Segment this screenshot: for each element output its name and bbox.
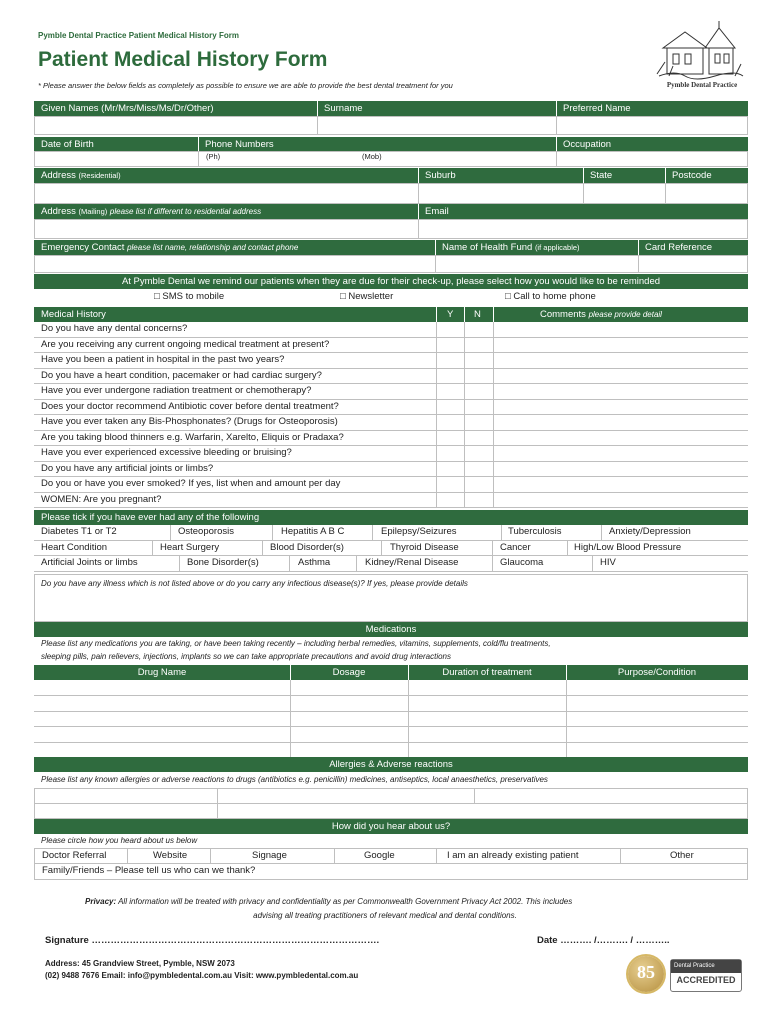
medical-history-heading: Medical History	[41, 309, 106, 320]
form-header-label: Pymble Dental Practice Patient Medical History Form	[38, 31, 239, 40]
mailing-address-label: Address (Mailing) please list if different to residential address	[41, 206, 262, 217]
medications-instructions-1: Please list any medications you are taking, or have been taking recently – including herbal remedies, vitamins, supplements, cold/flu treatments,	[41, 639, 551, 648]
reminder-option-call[interactable]: □ Call to home phone	[505, 291, 596, 302]
medical-question-row	[34, 353, 748, 369]
emergency-contact-label: Emergency Contact please list name, relationship and contact phone	[41, 242, 299, 253]
medications-heading: Medications	[365, 624, 417, 635]
comments-input[interactable]	[493, 462, 748, 477]
personal-header-bar-1	[34, 101, 748, 116]
medication-row[interactable]	[34, 727, 748, 743]
dosage-column: Dosage	[332, 667, 366, 678]
no-checkbox[interactable]	[464, 477, 493, 492]
given-names-input[interactable]	[34, 116, 318, 135]
yes-checkbox[interactable]	[436, 400, 464, 415]
date-field[interactable]: Date ………. /………. / ………..	[537, 935, 670, 946]
duration-column: Duration of treatment	[442, 667, 532, 678]
medical-question-row	[34, 369, 748, 385]
conditions-row	[34, 541, 748, 557]
no-checkbox[interactable]	[464, 446, 493, 461]
condition-option[interactable]: Thyroid Disease	[390, 541, 459, 553]
health-fund-label: Name of Health Fund (if applicable)	[442, 242, 580, 253]
medical-question-row	[34, 338, 748, 354]
medical-question-text: Do you or have you ever smoked? If yes, list when and amount per day	[41, 478, 341, 489]
form-instructions: * Please answer the below fields as completely as possible to ensure we are able to provide the best dental treatment for you	[38, 81, 453, 90]
condition-option[interactable]: HIV	[600, 557, 616, 568]
condition-option[interactable]: Kidney/Renal Disease	[365, 557, 459, 568]
drug-name-column: Drug Name	[137, 667, 187, 678]
condition-option[interactable]: Artificial Joints or limbs	[41, 557, 138, 568]
surname-input[interactable]	[317, 116, 557, 135]
yes-checkbox[interactable]	[436, 477, 464, 492]
reminder-heading: At Pymble Dental we remind our patients when they are due for their check-up, please select how you would like to be reminded	[121, 276, 661, 287]
condition-option[interactable]: Glaucoma	[500, 557, 544, 568]
health-fund-input[interactable]	[435, 255, 639, 273]
medications-columns-bar	[34, 665, 748, 680]
condition-option[interactable]: Cancer	[500, 541, 531, 553]
card-reference-input[interactable]	[638, 255, 748, 273]
comments-input[interactable]	[493, 353, 748, 368]
comments-input[interactable]	[493, 400, 748, 415]
allergies-input-5[interactable]	[217, 803, 748, 819]
comments-input[interactable]	[493, 322, 748, 337]
footer-contact: (02) 9488 7676 Email: info@pymbledental.com.au Visit: www.pymbledental.com.au	[45, 971, 359, 980]
medication-row[interactable]	[34, 742, 748, 758]
hear-option-google[interactable]: Google	[364, 850, 395, 861]
no-checkbox[interactable]	[464, 369, 493, 384]
yes-checkbox[interactable]	[436, 384, 464, 399]
purpose-column: Purpose/Condition	[617, 667, 697, 678]
yes-checkbox[interactable]	[436, 493, 464, 508]
privacy-line-2: advising all treating practitioners of relevant medical and dental conditions.	[253, 911, 517, 920]
medical-question-row	[34, 462, 748, 478]
medical-question-row	[34, 493, 748, 509]
dob-input[interactable]	[34, 151, 199, 167]
personal-header-bar-2	[34, 137, 748, 152]
yes-checkbox[interactable]	[436, 431, 464, 446]
mailing-address-input[interactable]	[34, 219, 419, 239]
comments-input[interactable]	[493, 338, 748, 353]
medical-question-text: Have you ever taken any Bis-Phosphonates? (Drugs for Osteoporosis)	[41, 416, 338, 427]
other-illness-question: Do you have any illness which is not listed above or do you carry any infectious disease(s)? If yes, please provide details	[41, 579, 468, 588]
phone-numbers-input[interactable]	[198, 151, 557, 167]
medical-question-text: WOMEN: Are you pregnant?	[41, 493, 162, 505]
preferred-name-input[interactable]	[556, 116, 748, 135]
medical-question-text: Are you receiving any current ongoing medical treatment at present?	[41, 338, 330, 350]
suburb-input[interactable]	[418, 183, 584, 204]
other-illness-input[interactable]	[34, 574, 748, 622]
condition-option[interactable]: Hepatitis A B C	[281, 526, 345, 537]
hear-header-bar	[34, 819, 748, 834]
no-checkbox[interactable]	[464, 338, 493, 353]
condition-option[interactable]: Osteoporosis	[178, 526, 234, 537]
conditions-row	[34, 556, 748, 572]
conditions-heading: Please tick if you have ever had any of the following	[41, 512, 260, 523]
suburb-label: Suburb	[425, 170, 456, 181]
condition-option[interactable]: Blood Disorder(s)	[270, 541, 344, 553]
comments-input[interactable]	[493, 415, 748, 430]
medication-row[interactable]	[34, 680, 748, 696]
address-label: Address (Residential)	[41, 170, 121, 181]
condition-option[interactable]: Diabetes T1 or T2	[41, 526, 117, 537]
medical-question-text: Have you ever undergone radiation treatment or chemotherapy?	[41, 385, 312, 396]
medical-question-text: Does your doctor recommend Antibiotic cover before dental treatment?	[41, 400, 339, 412]
condition-option[interactable]: Heart Surgery	[160, 541, 220, 553]
address-header-bar	[34, 168, 748, 183]
privacy-line-1: Privacy: All information will be treated with privacy and confidentiality as per Commonwealth Government Privacy Act 2002. This includes	[85, 897, 573, 906]
emergency-contact-input[interactable]	[34, 255, 436, 273]
no-checkbox[interactable]	[464, 493, 493, 508]
allergies-input-2[interactable]	[217, 788, 475, 804]
signature-field[interactable]: Signature ……………………………………………………………………………….	[45, 935, 380, 946]
condition-option[interactable]: High/Low Blood Pressure	[574, 541, 682, 553]
comments-input[interactable]	[493, 431, 748, 446]
allergies-header-bar	[34, 757, 748, 772]
comments-input[interactable]	[493, 384, 748, 399]
medical-question-row	[34, 322, 748, 338]
given-names-label: Given Names (Mr/Mrs/Miss/Ms/Dr/Other)	[41, 103, 214, 114]
medical-question-row	[34, 446, 748, 462]
no-checkbox[interactable]	[464, 400, 493, 415]
medical-question-row	[34, 384, 748, 400]
mobile-label: (Mob)	[362, 152, 382, 161]
family-friends-label: Family/Friends – Please tell us who can we thank?	[42, 865, 256, 876]
hear-option-signage[interactable]: Signage	[252, 850, 287, 861]
medical-question-text: Do you have any artificial joints or limbs?	[41, 462, 214, 474]
yes-checkbox[interactable]	[436, 322, 464, 337]
preferred-name-label: Preferred Name	[563, 103, 631, 114]
state-label: State	[590, 170, 613, 181]
conditions-row	[34, 525, 748, 541]
no-checkbox[interactable]	[464, 353, 493, 368]
allergies-input-3[interactable]	[474, 788, 748, 804]
medications-instructions-2: sleeping pills, pain relievers, injections, implants so we can take appropriate precautions and avoid drug interactions	[41, 652, 452, 661]
medical-question-text: Do you have a heart condition, pacemaker or had cardiac surgery?	[41, 369, 322, 381]
conditions-header-bar	[34, 510, 748, 525]
condition-option[interactable]: Anxiety/Depression	[609, 526, 691, 537]
medical-question-text: Have you ever experienced excessive bleeding or bruising?	[41, 447, 292, 458]
address-input[interactable]	[34, 183, 419, 204]
medical-question-text: Do you have any dental concerns?	[41, 323, 188, 334]
hear-heading: How did you hear about us?	[331, 821, 451, 832]
medical-question-row	[34, 431, 748, 447]
hear-option-website[interactable]: Website	[153, 850, 188, 861]
occupation-input[interactable]	[556, 151, 748, 167]
yes-column-label: Y	[447, 309, 454, 320]
reminder-header-bar	[34, 274, 748, 289]
yes-checkbox[interactable]	[436, 462, 464, 477]
comments-input[interactable]	[493, 446, 748, 461]
no-checkbox[interactable]	[464, 415, 493, 430]
no-checkbox[interactable]	[464, 322, 493, 337]
comments-label: Comments please provide detail	[540, 309, 662, 320]
reminder-option-sms[interactable]: □ SMS to mobile	[154, 291, 225, 302]
no-checkbox[interactable]	[464, 384, 493, 399]
card-reference-label: Card Reference	[645, 242, 713, 253]
yes-checkbox[interactable]	[436, 338, 464, 353]
yes-checkbox[interactable]	[436, 353, 464, 368]
85-years-badge: 85	[628, 956, 664, 992]
allergies-instructions: Please list any known allergies or adverse reactions to drugs (antibiotics e.g. penicillin) medicines, antiseptics, local anaesthetics, preservatives	[41, 775, 548, 784]
allergies-input-1[interactable]	[34, 788, 218, 804]
yes-checkbox[interactable]	[436, 369, 464, 384]
phone-label: (Ph)	[206, 152, 221, 161]
medical-question-text: Are you taking blood thinners e.g. Warfarin, Xarelto, Eliquis or Pradaxa?	[41, 431, 344, 443]
hear-option-other[interactable]: Other	[670, 850, 694, 861]
reminder-option-newsletter[interactable]: □ Newsletter	[340, 291, 394, 302]
no-checkbox[interactable]	[464, 431, 493, 446]
medical-question-row	[34, 400, 748, 416]
page-title: Patient Medical History Form	[38, 48, 328, 71]
medications-header-bar	[34, 622, 748, 637]
no-column-label: N	[474, 309, 481, 320]
medication-row[interactable]	[34, 696, 748, 712]
condition-option[interactable]: Tuberculosis	[508, 526, 562, 537]
medical-history-header-bar	[34, 307, 748, 322]
accredited-badge: Dental Practice ACCREDITED	[670, 959, 742, 992]
practice-building-logo	[655, 18, 747, 90]
phone-numbers-label: Phone Numbers	[205, 139, 274, 150]
footer-address: Address: 45 Grandview Street, Pymble, NSW 2073	[45, 959, 235, 968]
email-label: Email	[425, 206, 449, 217]
comments-input[interactable]	[493, 493, 748, 508]
email-input[interactable]	[418, 219, 748, 239]
condition-option[interactable]: Asthma	[298, 557, 331, 568]
postcode-input[interactable]	[665, 183, 748, 204]
comments-input[interactable]	[493, 477, 748, 492]
yes-checkbox[interactable]	[436, 446, 464, 461]
condition-option[interactable]: Heart Condition	[41, 541, 108, 553]
hear-option-existing-patient[interactable]: I am an already existing patient	[447, 850, 579, 861]
surname-label: Surname	[324, 103, 363, 114]
medical-question-text: Have you been a patient in hospital in the past two years?	[41, 354, 285, 365]
no-checkbox[interactable]	[464, 462, 493, 477]
medication-row[interactable]	[34, 711, 748, 727]
medical-question-row	[34, 415, 748, 431]
postcode-label: Postcode	[672, 170, 712, 181]
emergency-header-bar	[34, 240, 748, 255]
hear-option-doctor-referral[interactable]: Doctor Referral	[42, 850, 107, 861]
condition-option[interactable]: Bone Disorder(s)	[187, 557, 259, 568]
comments-input[interactable]	[493, 369, 748, 384]
allergies-input-4[interactable]	[34, 803, 218, 819]
yes-checkbox[interactable]	[436, 415, 464, 430]
allergies-heading: Allergies & Adverse reactions	[329, 759, 453, 770]
mailing-header-bar	[34, 204, 748, 219]
dob-label: Date of Birth	[41, 139, 94, 150]
medical-question-row	[34, 477, 748, 493]
hear-instructions: Please circle how you heard about us below	[41, 836, 198, 845]
occupation-label: Occupation	[563, 139, 612, 150]
state-input[interactable]	[583, 183, 666, 204]
logo-caption: Pymble Dental Practice	[666, 81, 738, 89]
condition-option[interactable]: Epilepsy/Seizures	[381, 526, 457, 537]
